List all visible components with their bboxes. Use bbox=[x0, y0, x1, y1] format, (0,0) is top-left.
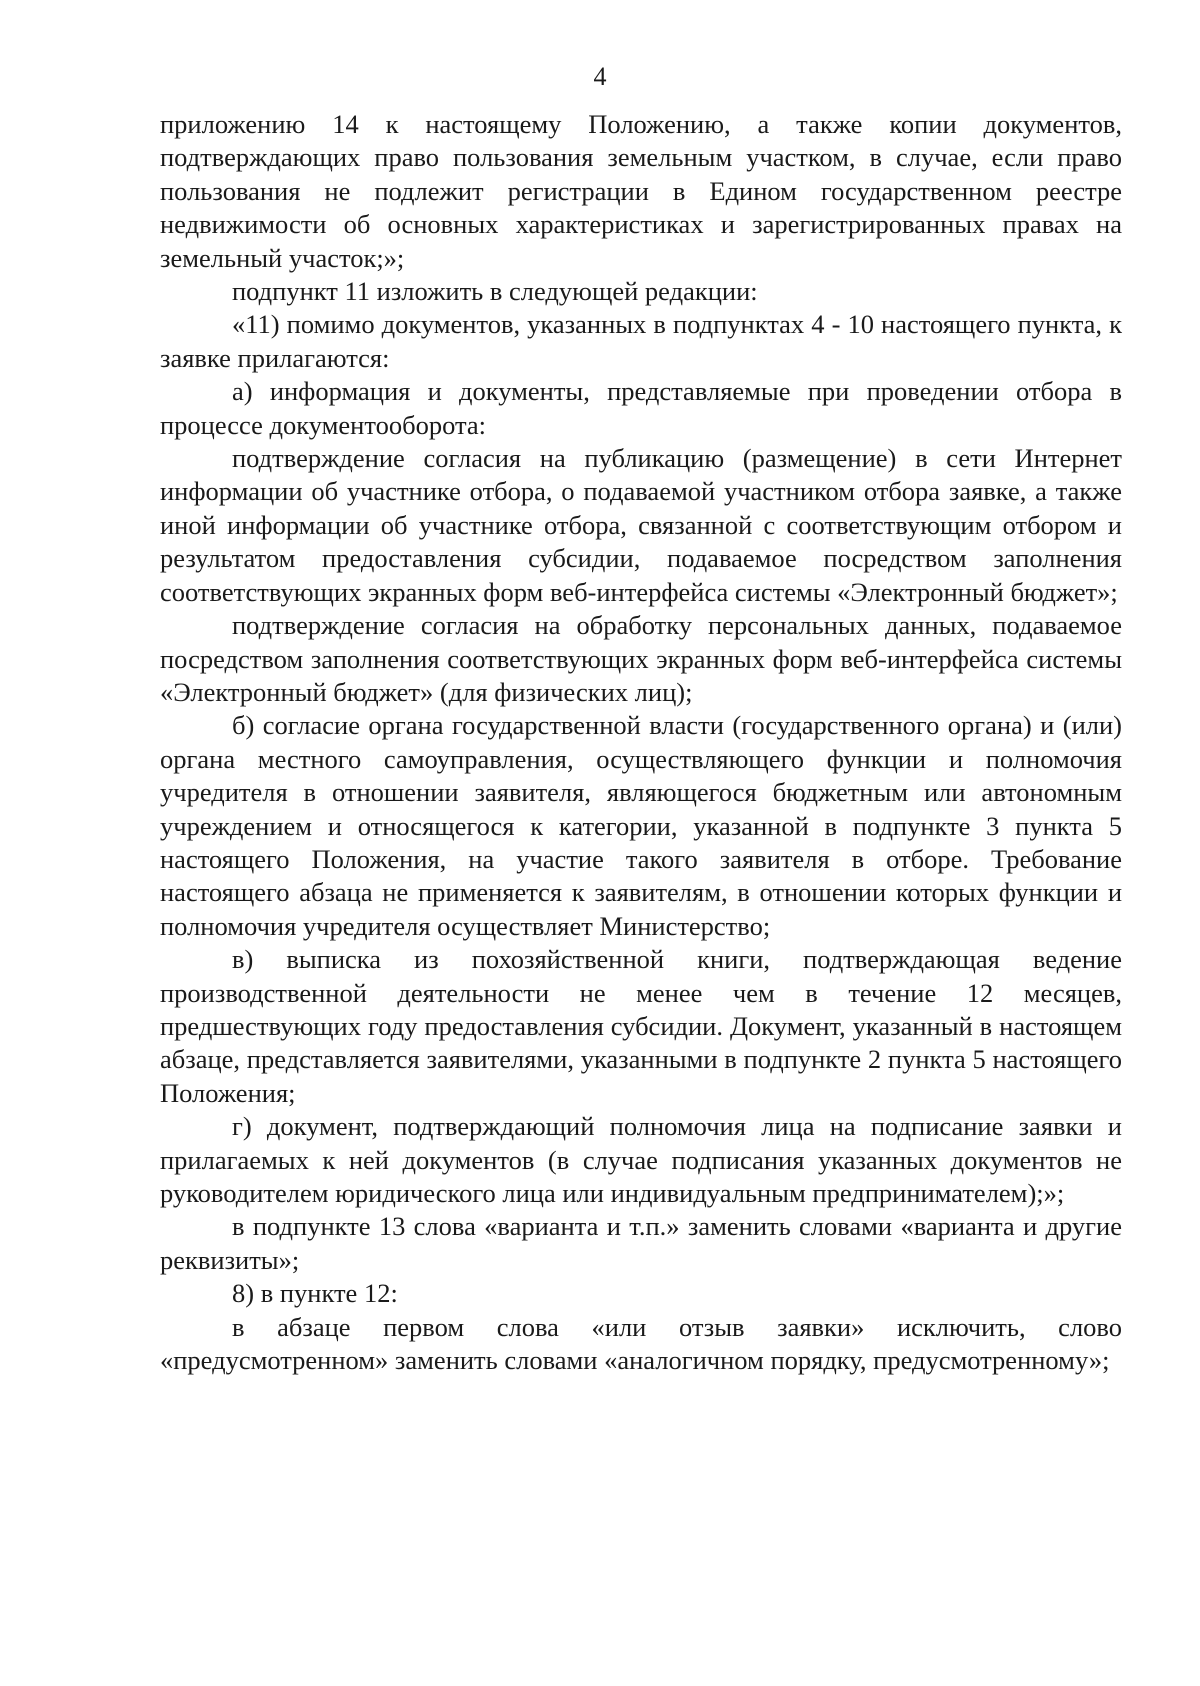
paragraph: подтверждение согласия на обработку персональных данных, подаваемое посредством заполнения соответствующих экранных форм веб-интерфейса системы «Электронный бюджет» (для физических лиц); bbox=[160, 610, 1122, 707]
paragraph: приложению 14 к настоящему Положению, а также копии документов, подтверждающих право пользования земельным участком, в случае, если право пользования не подлежит регистрации в Едином государственном реестре недвижимости об основных характеристиках и зарегистрированных правах на земельный участок;»; bbox=[160, 109, 1122, 273]
paragraph: подпункт 11 изложить в следующей редакции: bbox=[232, 276, 758, 307]
paragraph: «11) помимо документов, указанных в подпунктах 4 - 10 настоящего пункта, к заявке прилагаются: bbox=[160, 309, 1122, 373]
paragraph: 8) в пункте 12: bbox=[232, 1278, 398, 1309]
document-body bbox=[160, 108, 1122, 1377]
paragraph: а) информация и документы, представляемые при проведении отбора в процессе документооборота: bbox=[160, 376, 1122, 440]
paragraph: б) согласие органа государственной власти (государственного органа) и (или) органа местного самоуправления, осуществляющего функции и полномочия учредителя в отношении заявителя, являющегося бюджетным или автономным учреждением и относящегося к категории, указанной в подпункте 3 пункта 5 настоящего Положения, на участие такого заявителя в отборе. Требование настоящего абзаца не применяется к заявителям, в отношении которых функции и полномочия учредителя осуществляет Министерство; bbox=[160, 710, 1122, 941]
paragraph: в подпункте 13 слова «варианта и т.п.» заменить словами «варианта и другие реквизиты»; bbox=[160, 1211, 1122, 1275]
paragraph: подтверждение согласия на публикацию (размещение) в сети Интернет информации об участнике отбора, о подаваемой участником отбора заявке, а также иной информации об участнике отбора, связанной с соответствующим отбором и результатом предоставления субсидии, подаваемое посредством заполнения соответствующих экранных форм веб-интерфейса системы «Электронный бюджет»; bbox=[160, 443, 1122, 607]
page-number: 4 bbox=[593, 62, 607, 91]
paragraph: в) выписка из похозяйственной книги, подтверждающая ведение производственной деятельности не менее чем в течение 12 месяцев, предшествующих году предоставления субсидии. Документ, указанный в настоящем абзаце, представляется заявителями, указанными в подпункте 2 пункта 5 настоящего Положения; bbox=[160, 944, 1122, 1108]
paragraph: г) документ, подтверждающий полномочия лица на подписание заявки и прилагаемых к ней документов (в случае подписания указанных документов не руководителем юридического лица или индивидуальным предпринимателем);»; bbox=[160, 1111, 1122, 1208]
paragraph: в абзаце первом слова «или отзыв заявки» исключить, слово «предусмотренном» заменить словами «аналогичном порядку, предусмотренному»; bbox=[160, 1311, 1122, 1376]
